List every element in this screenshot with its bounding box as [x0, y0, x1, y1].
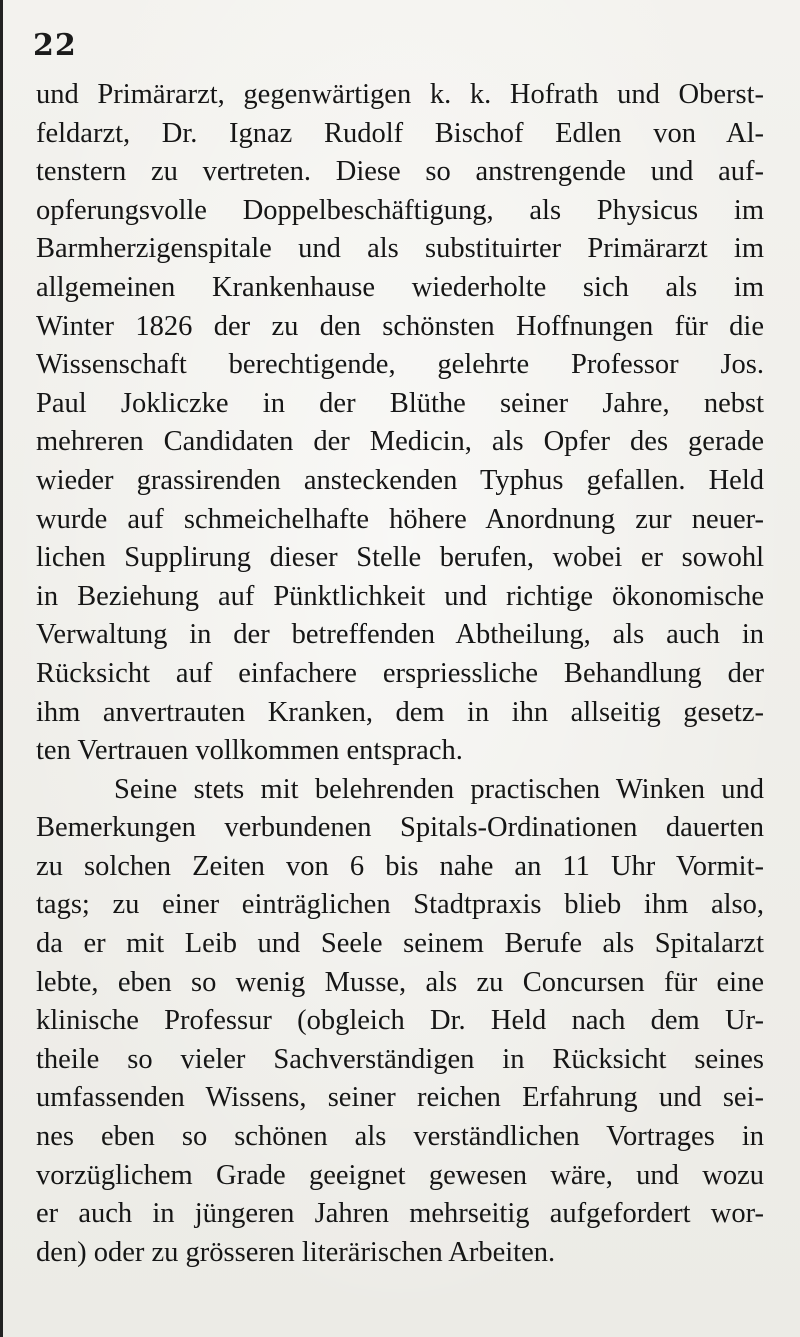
text-line: er auch in jüngeren Jahren mehrseitig aufgefordert wor- — [36, 1198, 764, 1230]
page-edge-shadow — [0, 0, 3, 1337]
text-line: mehreren Candidaten der Medicin, als Opfer des gerade — [36, 426, 764, 458]
text-line: zu solchen Zeiten von 6 bis nahe an 11 Uhr Vormit- — [36, 850, 764, 882]
text-line: in Beziehung auf Pünktlichkeit und richtige ökonomische — [36, 580, 764, 612]
text-line: nes eben so schönen als verständlichen Vortrages in — [36, 1121, 764, 1153]
text-line: umfassenden Wissens, seiner reichen Erfahrung und sei- — [36, 1082, 764, 1114]
text-line: wieder grassirenden ansteckenden Typhus gefallen. Held — [36, 464, 764, 496]
text-line-indented: Seine stets mit belehrenden practischen Winken und — [114, 773, 764, 805]
text-line: da er mit Leib und Seele seinem Berufe als Spitalarzt — [36, 928, 764, 960]
text-line: Wissenschaft berechtigende, gelehrte Professor Jos. — [36, 349, 764, 381]
text-line: wurde auf schmeichelhafte höhere Anordnung zur neuer- — [36, 503, 764, 535]
text-line-last: ten Vertrauen vollkommen entsprach. — [36, 735, 463, 767]
text-line: lebte, eben so wenig Musse, als zu Concursen für eine — [36, 966, 764, 998]
text-line: Verwaltung in der betreffenden Abtheilung, als auch in — [36, 619, 764, 651]
text-line: allgemeinen Krankenhause wiederholte sich als im — [36, 271, 764, 303]
text-line: lichen Supplirung dieser Stelle berufen, wobei er sowohl — [36, 542, 764, 574]
page-number: 22 — [33, 28, 77, 63]
body-text — [36, 76, 764, 1272]
text-line: Paul Jokliczke in der Blüthe seiner Jahre, nebst — [36, 387, 764, 419]
text-line: und Primärarzt, gegenwärtigen k. k. Hofrath und Oberst- — [36, 79, 764, 110]
text-line: Rücksicht auf einfachere erspriessliche Behandlung der — [36, 657, 764, 689]
text-line-last: den) oder zu grösseren literärischen Arbeiten. — [36, 1236, 556, 1268]
text-line: ihm anvertrauten Kranken, dem in ihn allseitig gesetz- — [36, 696, 764, 728]
text-line: Winter 1826 der zu den schönsten Hoffnungen für die — [36, 310, 764, 342]
text-line: klinische Professur (obgleich Dr. Held nach dem Ur- — [36, 1005, 764, 1037]
text-line: theile so vieler Sachverständigen in Rücksicht seines — [36, 1043, 764, 1075]
text-line: Barmherzigenspitale und als substituirter Primärarzt im — [36, 233, 764, 265]
text-line: feldarzt, Dr. Ignaz Rudolf Bischof Edlen von Al- — [36, 117, 764, 149]
text-line: tags; zu einer einträglichen Stadtpraxis blieb ihm also, — [36, 889, 764, 921]
text-line: opferungsvolle Doppelbeschäftigung, als Physicus im — [36, 194, 764, 226]
text-line: Bemerkungen verbundenen Spitals-Ordinationen dauerten — [36, 812, 764, 844]
text-line: vorzüglichem Grade geeignet gewesen wäre, und wozu — [36, 1159, 764, 1191]
text-line: tenstern zu vertreten. Diese so anstrengende und auf- — [36, 156, 764, 188]
